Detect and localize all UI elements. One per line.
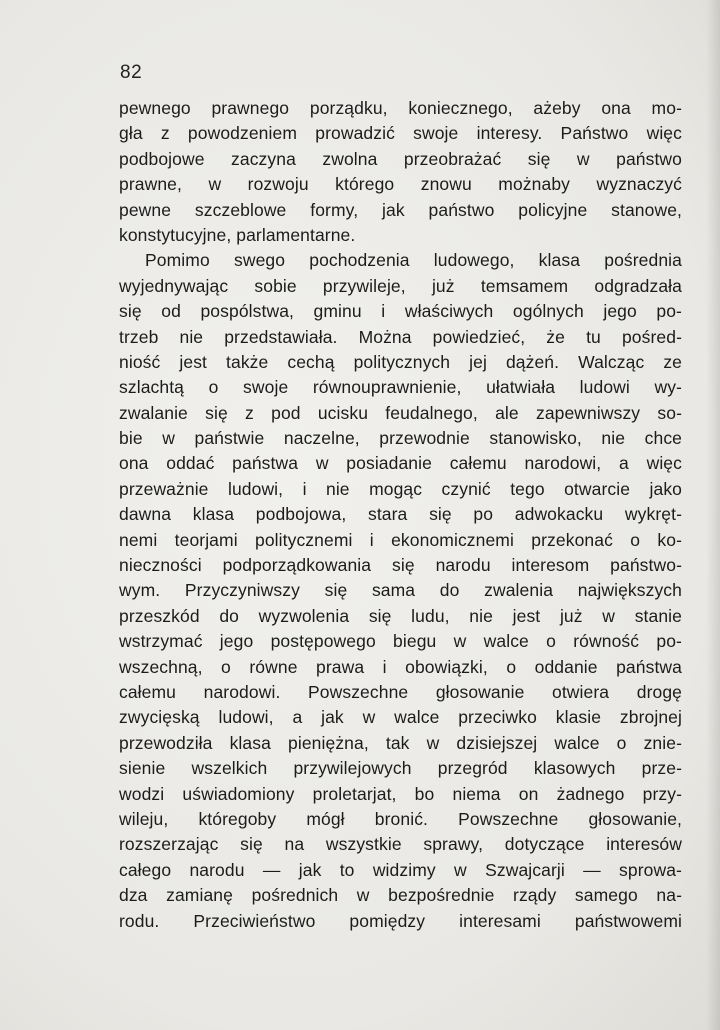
text-line: konstytucyjne, parlamentarne. bbox=[119, 224, 356, 245]
text-line: wym. Przyczyniwszy się sama do zwalenia największych bbox=[119, 580, 682, 601]
text-line: wileju, któregoby mógł bronić. Powszechne głosowanie, bbox=[119, 808, 682, 829]
text-line: rozszerzając się na wszystkie sprawy, dotyczące interesów bbox=[119, 834, 682, 855]
text-line: pewne szczeblowe formy, jak państwo policyjne stanowe, bbox=[119, 199, 682, 220]
text-line: wodzi uświadomiony proletarjat, bo niema on żadnego przy- bbox=[119, 783, 682, 804]
page-edge-shadow bbox=[706, 0, 720, 1030]
text-line: bie w państwie naczelne, przewodnie stanowisko, nie chce bbox=[119, 428, 682, 449]
text-line: niość jest także cechą politycznych jej dążeń. Walcząc ze bbox=[119, 351, 682, 372]
body-text bbox=[119, 96, 682, 934]
text-line: Pomimo swego pochodzenia ludowego, klasa pośrednia bbox=[145, 250, 682, 271]
text-line: wstrzymać jego postępowego biegu w walce o równość po- bbox=[119, 631, 682, 652]
text-line: całego narodu — jak to widzimy w Szwajcarji — sprowa- bbox=[119, 859, 682, 880]
text-line: gła z powodzeniem prowadzić swoje interesy. Państwo więc bbox=[119, 123, 682, 144]
text-line: wyjednywając sobie przywileje, już temsamem odgradzała bbox=[119, 275, 682, 296]
text-line: wszechną, o równe prawa i obowiązki, o oddanie państwa bbox=[119, 656, 682, 677]
text-line: przewodziła klasa pieniężna, tak w dzisiejszej walce o znie- bbox=[119, 732, 682, 753]
text-line: szlachtą o swoje równouprawnienie, ułatwiała ludowi wy- bbox=[119, 377, 682, 398]
text-line: prawne, w rozwoju którego znowu możnaby wyznaczyć bbox=[119, 174, 682, 195]
text-line: ona oddać państwa w posiadanie całemu narodowi, a więc bbox=[119, 453, 682, 474]
page-number: 82 bbox=[120, 62, 143, 83]
text-line: przeważnie ludowi, i nie mogąc czynić tego otwarcie jako bbox=[119, 478, 682, 499]
text-line: zwalanie się z pod ucisku feudalnego, ale zapewniwszy so- bbox=[119, 402, 682, 423]
text-line: przeszkód do wyzwolenia się ludu, nie jest już w stanie bbox=[119, 605, 682, 626]
text-line: nieczności podporządkowania się narodu interesom państwo- bbox=[119, 555, 682, 576]
text-line: się od pospólstwa, gminu i właściwych ogólnych jego po- bbox=[119, 301, 682, 322]
text-line: dawna klasa podbojowa, stara się po adwokacku wykręt- bbox=[119, 504, 682, 525]
text-line: trzeb nie przedstawiała. Można powiedzieć, że tu pośred- bbox=[119, 326, 682, 347]
text-line: sienie wszelkich przywilejowych przegród klasowych prze- bbox=[119, 758, 682, 779]
text-line: dza zamianę pośrednich w bezpośrednie rządy samego na- bbox=[119, 885, 682, 906]
text-line: pewnego prawnego porządku, koniecznego, ażeby ona mo- bbox=[119, 98, 682, 118]
text-line: nemi teorjami politycznemi i ekonomicznemi przekonać o ko- bbox=[119, 529, 682, 550]
text-line: rodu. Przeciwieństwo pomiędzy interesami państwowemi bbox=[119, 910, 682, 931]
text-line: całemu narodowi. Powszechne głosowanie otwiera drogę bbox=[119, 681, 682, 702]
text-line: zwycięską ludowi, a jak w walce przeciwko klasie zbrojnej bbox=[119, 707, 682, 728]
text-line: podbojowe zaczyna zwolna przeobrażać się w państwo bbox=[119, 148, 682, 169]
